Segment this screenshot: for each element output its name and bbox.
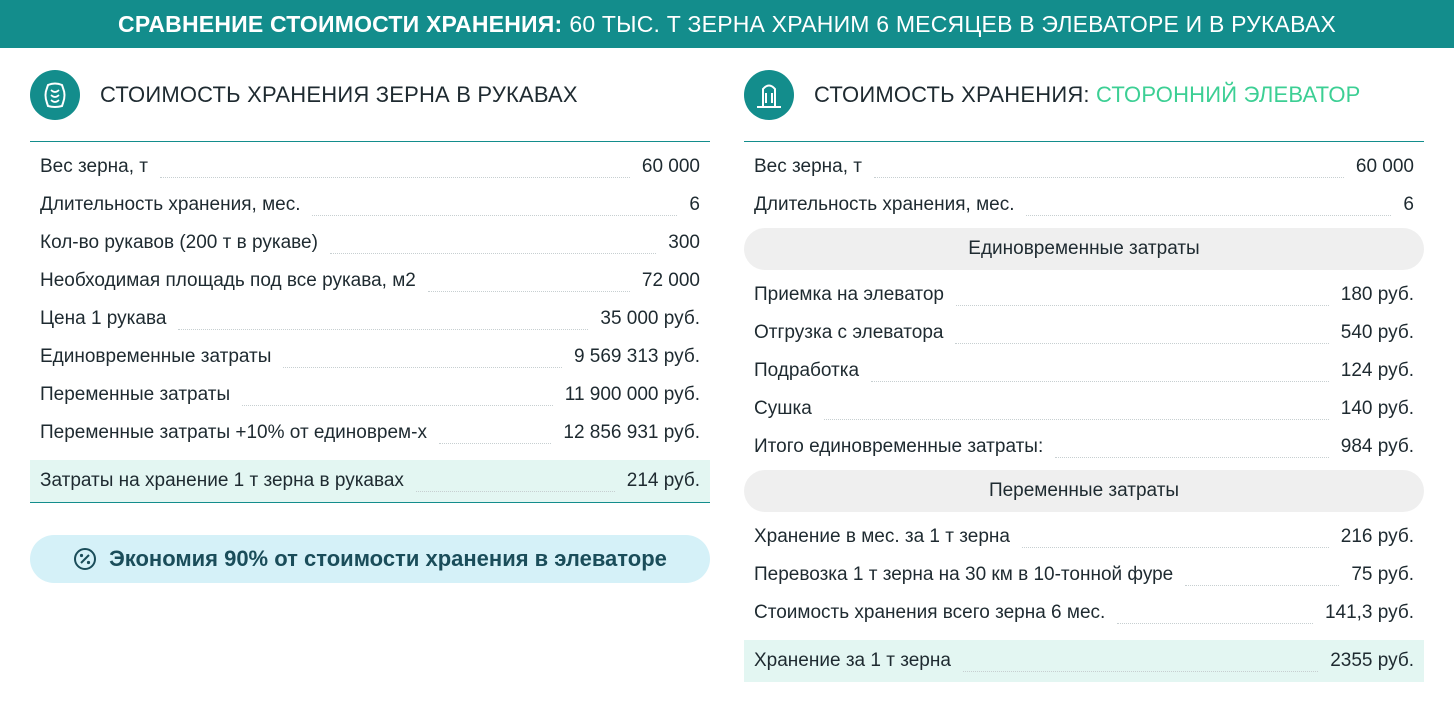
table-row — [744, 276, 1424, 314]
savings-text: Экономия 90% от стоимости хранения в элеваторе — [109, 546, 667, 571]
dotted-leader — [963, 671, 1318, 672]
elevator-cost-table — [744, 142, 1424, 682]
banner-title-rest: 60 ТЫС. Т ЗЕРНА ХРАНИМ 6 МЕСЯЦЕВ В ЭЛЕВАТОРЕ И В РУКАВАХ — [569, 10, 1336, 37]
dotted-leader — [1055, 457, 1329, 458]
row-value: 216 руб. — [1340, 526, 1414, 547]
dotted-leader — [283, 367, 562, 368]
table-row — [30, 376, 710, 414]
row-value: 75 руб. — [1351, 564, 1414, 585]
dotted-leader — [871, 381, 1329, 382]
table-row — [744, 390, 1424, 428]
row-label: Кол-во рукавов (200 т в рукаве) — [40, 232, 318, 253]
table-row — [30, 338, 710, 376]
row-value: 2355 руб. — [1330, 650, 1414, 671]
grain-silo-icon — [744, 70, 794, 120]
dotted-leader — [1026, 215, 1391, 216]
row-value: 60 000 — [1355, 156, 1414, 177]
row-label: Подработка — [754, 360, 860, 381]
row-value: 11 900 000 руб. — [564, 384, 700, 405]
table-row — [744, 148, 1424, 186]
dotted-leader — [330, 253, 656, 254]
table-row — [744, 594, 1424, 632]
row-value: 140 руб. — [1340, 398, 1414, 419]
row-label: Отгрузка с элеватора — [754, 322, 944, 343]
elevator-storage-panel — [744, 48, 1424, 682]
row-value: 9 569 313 руб. — [573, 346, 700, 367]
savings-banner — [30, 535, 710, 583]
dotted-leader — [439, 443, 551, 444]
row-value: 300 — [668, 232, 700, 253]
table-row — [30, 300, 710, 338]
table-row — [30, 186, 710, 224]
table-row — [744, 186, 1424, 224]
dotted-leader — [1185, 585, 1339, 586]
row-value: 60 000 — [641, 156, 700, 177]
dotted-leader — [178, 329, 588, 330]
row-label: Приемка на элеватор — [754, 284, 944, 305]
row-value: 214 руб. — [626, 470, 700, 491]
header-banner — [0, 0, 1454, 48]
percent-icon — [73, 547, 97, 571]
dotted-leader — [312, 215, 677, 216]
row-label: Переменные затраты — [40, 384, 231, 405]
row-label: Стоимость хранения всего зерна 6 мес. — [754, 602, 1106, 623]
dotted-leader — [955, 343, 1328, 344]
row-value: 180 руб. — [1340, 284, 1414, 305]
dotted-leader — [242, 405, 553, 406]
table-row — [744, 428, 1424, 466]
dotted-leader — [956, 305, 1329, 306]
banner-title-bold: СРАВНЕНИЕ СТОИМОСТИ ХРАНЕНИЯ: — [118, 10, 563, 37]
table-row — [744, 556, 1424, 594]
row-label: Сушка — [754, 398, 812, 419]
table-row — [744, 314, 1424, 352]
row-label: Итого единовременные затраты: — [754, 436, 1044, 457]
row-label: Длительность хранения, мес. — [40, 194, 301, 215]
section-header-variable: Переменные затраты — [744, 470, 1424, 512]
row-label: Затраты на хранение 1 т зерна в рукавах — [40, 470, 404, 491]
dotted-leader — [416, 491, 615, 492]
table-row — [30, 414, 710, 452]
row-label: Цена 1 рукава — [40, 308, 167, 329]
dotted-leader — [160, 177, 630, 178]
sleeve-panel-header — [30, 48, 710, 142]
elevator-panel-title — [814, 82, 1361, 108]
row-value: 12 856 931 руб. — [563, 422, 700, 443]
row-value: 6 — [1403, 194, 1414, 215]
sleeve-storage-panel — [30, 48, 710, 503]
row-value: 124 руб. — [1340, 360, 1414, 381]
row-label: Единовременные затраты — [40, 346, 272, 367]
row-value: 35 000 руб. — [600, 308, 700, 329]
dotted-leader — [1022, 547, 1329, 548]
elevator-panel-header — [744, 48, 1424, 142]
total-row — [30, 460, 710, 502]
row-label: Хранение в мес. за 1 т зерна — [754, 526, 1010, 547]
row-label: Перевозка 1 т зерна на 30 км в 10-тонной фуре — [754, 564, 1174, 585]
total-row — [744, 640, 1424, 682]
grain-bag-icon — [30, 70, 80, 120]
row-label: Длительность хранения, мес. — [754, 194, 1015, 215]
sleeve-cost-table — [30, 142, 710, 503]
row-value: 141,3 руб. — [1324, 602, 1414, 623]
table-row — [30, 224, 710, 262]
row-label: Вес зерна, т — [40, 156, 148, 177]
row-value: 540 руб. — [1340, 322, 1414, 343]
table-row — [744, 518, 1424, 556]
table-row — [30, 148, 710, 186]
row-value: 6 — [689, 194, 700, 215]
table-row — [30, 262, 710, 300]
dotted-leader — [428, 291, 630, 292]
row-label: Хранение за 1 т зерна — [754, 650, 951, 671]
table-row — [744, 352, 1424, 390]
row-label: Необходимая площадь под все рукава, м2 — [40, 270, 416, 291]
row-label: Вес зерна, т — [754, 156, 862, 177]
sleeve-panel-title: СТОИМОСТЬ ХРАНЕНИЯ ЗЕРНА В РУКАВАХ — [100, 81, 578, 107]
dotted-leader — [1117, 623, 1313, 624]
row-value: 984 руб. — [1340, 436, 1414, 457]
elevator-title-prefix: СТОИМОСТЬ ХРАНЕНИЯ: — [814, 81, 1090, 107]
dotted-leader — [824, 419, 1329, 420]
section-header-one-time: Единовременные затраты — [744, 228, 1424, 270]
dotted-leader — [874, 177, 1344, 178]
row-label: Переменные затраты +10% от единоврем-х — [40, 422, 427, 443]
elevator-title-accent: СТОРОННИЙ ЭЛЕВАТОР — [1096, 81, 1361, 107]
row-value: 72 000 — [641, 270, 700, 291]
